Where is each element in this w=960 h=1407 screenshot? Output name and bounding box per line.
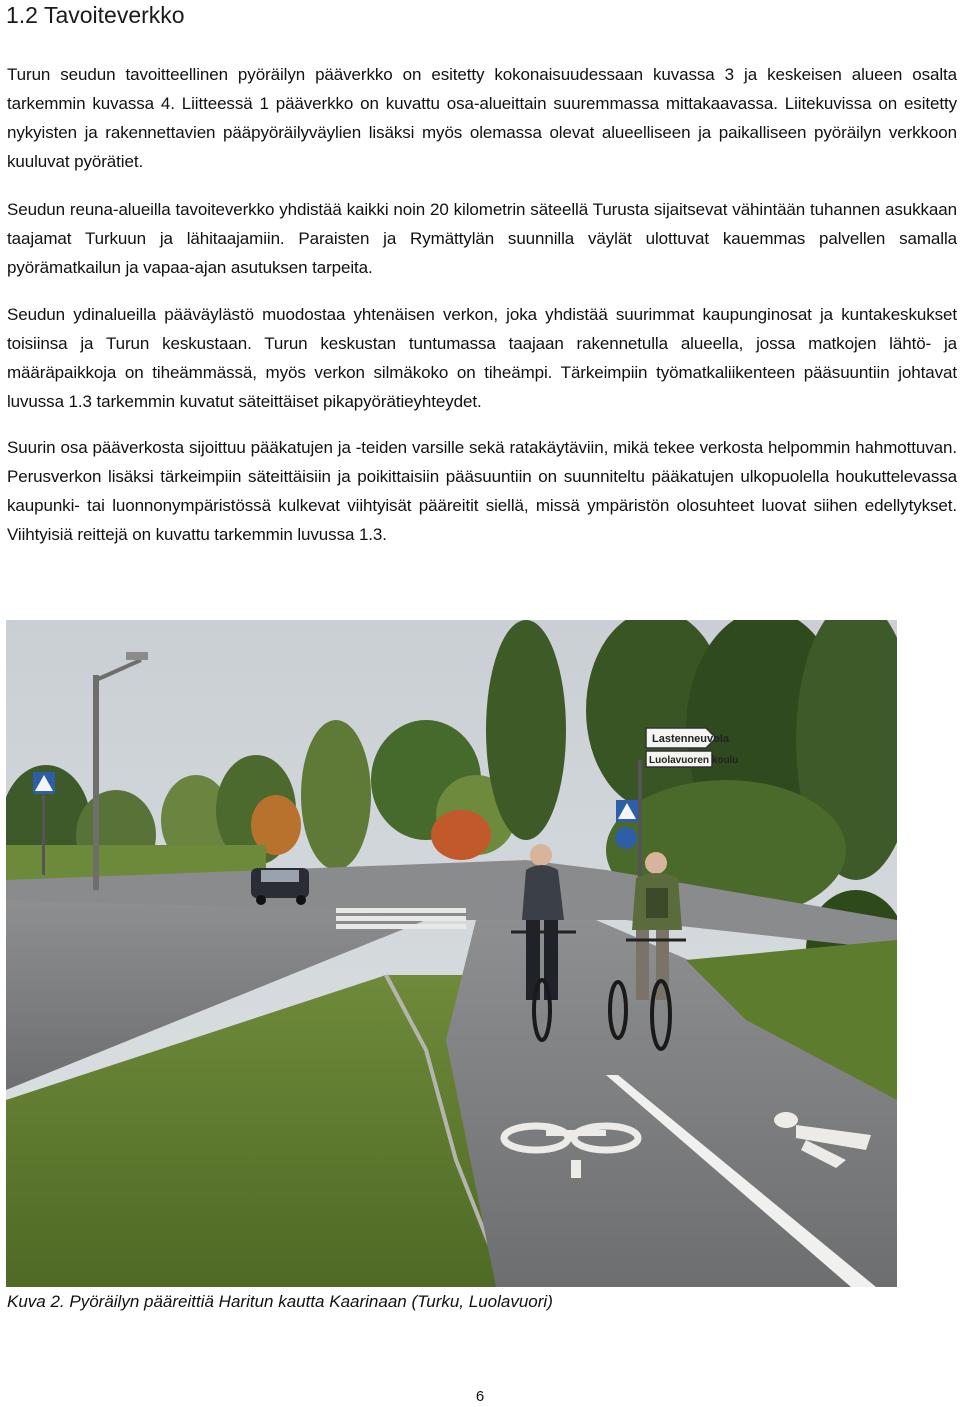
section-heading: 1.2 Tavoiteverkko (6, 2, 185, 28)
paragraph-4: Suurin osa pääverkosta sijoittuu pääkatujen ja -teiden varsille sekä ratakäytäviin, mikä tekee verkosta helpommin hahmottuvan. Perusverkon lisäksi tärkeimpiin säteittäisiin ja poikittaisiin pääsuuntiin on suunniteltu pääkatujen ulkopuolella houkuttelevassa kaupunki- tai luonnonympäristössä kulkevat viihtyisät pääreitit siellä, missä ympäristön olosuhteet luovat siihen edellytykset. Viihtyisiä reittejä on kuvattu tarkemmin luvussa 1.3. (7, 438, 957, 544)
paragraph-2: Seudun reuna-alueilla tavoiteverkko yhdistää kaikki noin 20 kilometrin säteellä Turusta sijaitsevat vähintään tuhannen asukkaan taajamat Turkuun ja lähitaajamiin. Paraisten ja Rymättylän suunnilla väylät ulottuvat kauemmas palvellen samalla pyörämatkailun ja vapaa-ajan asutuksen tarpeita. (7, 200, 957, 277)
paragraph-1: Turun seudun tavoitteellinen pyöräilyn pääverkko on esitetty kokonaisuudessaan kuvassa 3 ja keskeisen alueen osalta tarkemmin kuvassa 4. Liitteessä 1 pääverkko on kuvattu osa-alueittain suuremmassa mittakaavassa. Liitekuvissa on esitetty nykyisten ja rakennettavien pääpyöräilyväylien lisäksi myös olemassa olevat alueelliseen ja paikalliseen pyöräilyn verkkoon kuuluvat pyörätiet. (7, 65, 957, 171)
cycling-route-photo (6, 620, 897, 1287)
paragraph-3: Seudun ydinalueilla pääväylästö muodostaa yhtenäisen verkon, joka yhdistää suurimmat kaupunginosat ja kuntakeskukset toisiinsa ja Turun keskustaan. Turun keskustan tuntumassa taajaan rakennetulla alueella, jossa matkojen lähtö- ja määräpaikkoja on tiheämmässä, myös verkon silmäkoko on tiheämpi. Tärkeimpiin työmatkaliikenteen pääsuuntiin johtavat luvussa 1.3 tarkemmin kuvatut säteittäiset pikapyörätieyhteydet. (7, 305, 957, 411)
page-number: 6 (475, 1388, 485, 1405)
sign-top-text: Lastenneuvola (652, 733, 730, 745)
crosswalk (336, 908, 466, 929)
sign-bottom-text: Luolavuoren koulu (649, 755, 739, 766)
figure-caption: Kuva 2. Pyöräilyn pääreittiä Haritun kautta Kaarinaan (Turku, Luolavuori) (7, 1292, 553, 1311)
